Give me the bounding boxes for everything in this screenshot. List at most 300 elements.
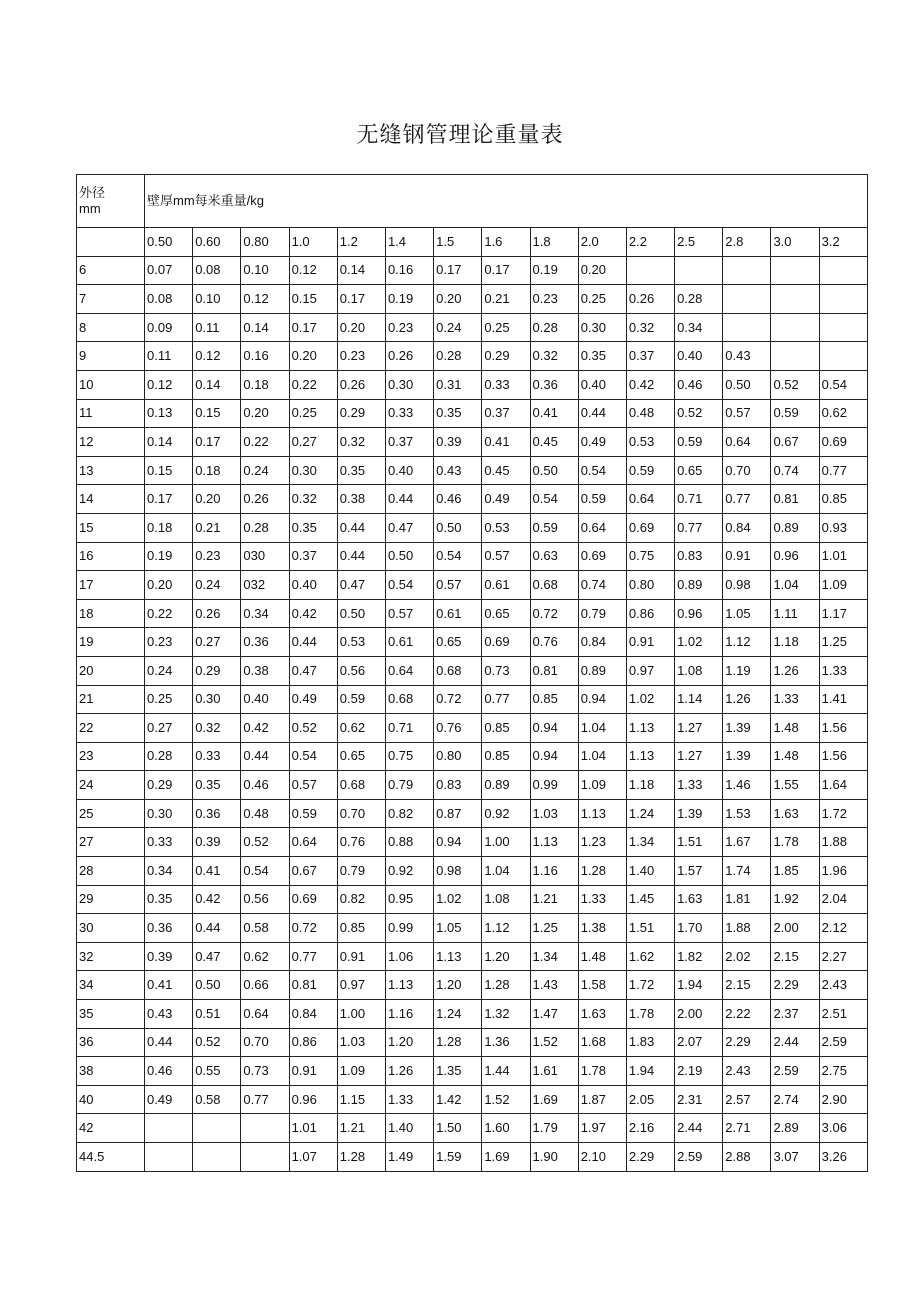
weight-cell: 0.73 — [241, 1057, 289, 1086]
weight-cell: 1.28 — [482, 971, 530, 1000]
outer-diameter-cell: 18 — [77, 599, 145, 628]
weight-cell: 0.89 — [482, 771, 530, 800]
weight-cell: 0.33 — [482, 370, 530, 399]
weight-cell: 0.62 — [241, 942, 289, 971]
weight-cell: 0.88 — [385, 828, 433, 857]
weight-cell: 0.30 — [193, 685, 241, 714]
table-row — [77, 542, 868, 571]
weight-cell: 1.79 — [530, 1114, 578, 1143]
weight-cell: 0.21 — [193, 513, 241, 542]
weight-cell: 1.13 — [626, 714, 674, 743]
weight-cell: 0.20 — [337, 313, 385, 342]
weight-cell: 0.28 — [145, 742, 193, 771]
weight-cell: 0.17 — [145, 485, 193, 514]
weight-cell: 2.05 — [626, 1085, 674, 1114]
outer-diameter-cell: 20 — [77, 656, 145, 685]
weight-cell: 0.30 — [145, 799, 193, 828]
thickness-value-cell: 2.8 — [723, 228, 771, 257]
weight-cell: 0.45 — [482, 456, 530, 485]
weight-cell: 0.59 — [530, 513, 578, 542]
table-row — [77, 857, 868, 886]
weight-cell: 0.10 — [241, 256, 289, 285]
outer-diameter-cell: 12 — [77, 428, 145, 457]
weight-cell: 1.12 — [723, 628, 771, 657]
weight-cell: 1.12 — [482, 914, 530, 943]
weight-cell: 1.39 — [675, 799, 723, 828]
weight-cell: 0.63 — [530, 542, 578, 571]
weight-cell: 0.46 — [241, 771, 289, 800]
thickness-value-cell: 1.2 — [337, 228, 385, 257]
weight-cell: 1.06 — [385, 942, 433, 971]
weight-cell: 0.94 — [578, 685, 626, 714]
weight-cell: 0.23 — [193, 542, 241, 571]
weight-cell: 0.79 — [578, 599, 626, 628]
weight-cell: 1.58 — [578, 971, 626, 1000]
weight-cell: 0.40 — [241, 685, 289, 714]
weight-cell: 0.91 — [626, 628, 674, 657]
weight-cell: 0.25 — [482, 313, 530, 342]
outer-diameter-cell: 21 — [77, 685, 145, 714]
weight-cell: 0.67 — [289, 857, 337, 886]
weight-cell: 0.64 — [241, 1000, 289, 1029]
weight-cell: 0.24 — [434, 313, 482, 342]
weight-cell: 0.79 — [337, 857, 385, 886]
weight-cell: 0.73 — [482, 656, 530, 685]
weight-cell: 0.94 — [530, 742, 578, 771]
outer-diameter-cell: 23 — [77, 742, 145, 771]
table-row — [77, 513, 868, 542]
outer-diameter-cell: 24 — [77, 771, 145, 800]
weight-cell: 0.99 — [385, 914, 433, 943]
weight-cell: 0.33 — [193, 742, 241, 771]
outer-diameter-cell: 42 — [77, 1114, 145, 1143]
weight-cell: 0.94 — [434, 828, 482, 857]
weight-cell: 1.02 — [675, 628, 723, 657]
table-row — [77, 971, 868, 1000]
weight-cell: 1.13 — [578, 799, 626, 828]
weight-cell: 1.87 — [578, 1085, 626, 1114]
weight-cell — [145, 1143, 193, 1172]
weight-cell: 0.19 — [530, 256, 578, 285]
weight-cell: 2.88 — [723, 1143, 771, 1172]
weight-cell: 0.74 — [771, 456, 819, 485]
weight-cell: 0.37 — [289, 542, 337, 571]
weight-cell: 1.55 — [771, 771, 819, 800]
weight-cell: 2.44 — [771, 1028, 819, 1057]
weight-cell: 0.91 — [723, 542, 771, 571]
weight-cell: 1.33 — [771, 685, 819, 714]
weight-cell: 0.47 — [193, 942, 241, 971]
weight-cell: 1.03 — [530, 799, 578, 828]
weight-cell: 2.59 — [675, 1143, 723, 1172]
weight-cell: 0.85 — [337, 914, 385, 943]
weight-cell: 1.28 — [337, 1143, 385, 1172]
weight-cell: 0.65 — [482, 599, 530, 628]
weight-cell: 0.77 — [675, 513, 723, 542]
weight-cell: 0.59 — [771, 399, 819, 428]
weight-cell: 0.81 — [530, 656, 578, 685]
weight-cell: 0.25 — [289, 399, 337, 428]
weight-cell: 1.92 — [771, 885, 819, 914]
weight-cell: 2.04 — [819, 885, 867, 914]
outer-diameter-cell: 34 — [77, 971, 145, 1000]
weight-cell: 0.31 — [434, 370, 482, 399]
weight-cell: 1.52 — [482, 1085, 530, 1114]
weight-cell: 0.41 — [193, 857, 241, 886]
weight-cell: 0.09 — [145, 313, 193, 342]
weight-cell: 1.26 — [723, 685, 771, 714]
weight-cell: 0.87 — [434, 799, 482, 828]
weight-cell: 0.76 — [337, 828, 385, 857]
outer-diameter-cell: 38 — [77, 1057, 145, 1086]
weight-cell: 2.59 — [819, 1028, 867, 1057]
weight-cell: 0.58 — [241, 914, 289, 943]
weight-cell: 0.41 — [482, 428, 530, 457]
weight-cell: 2.90 — [819, 1085, 867, 1114]
weight-cell: 0.17 — [289, 313, 337, 342]
table-row — [77, 342, 868, 371]
weight-cell: 0.52 — [289, 714, 337, 743]
weight-cell: 0.67 — [771, 428, 819, 457]
weight-cell: 0.28 — [675, 285, 723, 314]
weight-cell: 0.32 — [193, 714, 241, 743]
weight-cell: 0.47 — [289, 656, 337, 685]
weight-cell — [771, 256, 819, 285]
weight-cell: 1.28 — [434, 1028, 482, 1057]
weight-cell: 1.78 — [771, 828, 819, 857]
thickness-value-cell: 2.2 — [626, 228, 674, 257]
weight-cell: 0.19 — [145, 542, 193, 571]
outer-diameter-cell: 19 — [77, 628, 145, 657]
weight-cell: 0.23 — [385, 313, 433, 342]
weight-cell: 1.78 — [578, 1057, 626, 1086]
table-row — [77, 828, 868, 857]
table-row — [77, 628, 868, 657]
weight-cell: 1.18 — [771, 628, 819, 657]
weight-cell: 1.00 — [337, 1000, 385, 1029]
weight-cell: 2.10 — [578, 1143, 626, 1172]
outer-diameter-cell: 7 — [77, 285, 145, 314]
weight-cell: 1.09 — [337, 1057, 385, 1086]
weight-cell: 0.47 — [337, 571, 385, 600]
weight-cell: 1.56 — [819, 714, 867, 743]
table-row — [77, 942, 868, 971]
table-row — [77, 399, 868, 428]
weight-cell: 0.23 — [337, 342, 385, 371]
weight-cell: 0.52 — [241, 828, 289, 857]
weight-cell: 0.35 — [337, 456, 385, 485]
weight-cell: 0.51 — [193, 1000, 241, 1029]
weight-cell: 1.81 — [723, 885, 771, 914]
weight-cell: 2.31 — [675, 1085, 723, 1114]
weight-cell: 0.53 — [626, 428, 674, 457]
weight-cell: 0.18 — [193, 456, 241, 485]
weight-cell: 0.86 — [626, 599, 674, 628]
weight-cell: 030 — [241, 542, 289, 571]
weight-cell: 1.88 — [819, 828, 867, 857]
weight-cell: 0.25 — [578, 285, 626, 314]
weight-cell: 0.42 — [289, 599, 337, 628]
weight-cell: 0.96 — [289, 1085, 337, 1114]
weight-cell: 0.46 — [145, 1057, 193, 1086]
weight-cell: 0.64 — [723, 428, 771, 457]
weight-cell: 0.61 — [482, 571, 530, 600]
weight-cell: 0.36 — [530, 370, 578, 399]
weight-cell: 0.08 — [193, 256, 241, 285]
weight-cell: 2.43 — [819, 971, 867, 1000]
weight-cell: 0.12 — [241, 285, 289, 314]
weight-cell: 0.49 — [289, 685, 337, 714]
weight-cell: 0.28 — [530, 313, 578, 342]
weight-cell: 0.07 — [145, 256, 193, 285]
table-row — [77, 742, 868, 771]
weight-cell: 0.50 — [193, 971, 241, 1000]
weight-cell: 0.64 — [626, 485, 674, 514]
weight-cell: 0.34 — [241, 599, 289, 628]
weight-cell: 1.83 — [626, 1028, 674, 1057]
thickness-value-cell: 2.0 — [578, 228, 626, 257]
weight-cell: 0.41 — [145, 971, 193, 1000]
weight-cell: 1.49 — [385, 1143, 433, 1172]
weight-cell: 1.74 — [723, 857, 771, 886]
outer-diameter-cell: 14 — [77, 485, 145, 514]
weight-cell: 0.18 — [241, 370, 289, 399]
outer-diameter-cell: 28 — [77, 857, 145, 886]
table-row — [77, 1143, 868, 1172]
weight-cell: 2.07 — [675, 1028, 723, 1057]
weight-cell: 0.56 — [241, 885, 289, 914]
thickness-value-cell: 1.6 — [482, 228, 530, 257]
weight-cell: 0.44 — [145, 1028, 193, 1057]
weight-cell: 1.68 — [578, 1028, 626, 1057]
weight-cell: 0.29 — [145, 771, 193, 800]
weight-cell: 0.80 — [434, 742, 482, 771]
weight-cell: 0.92 — [385, 857, 433, 886]
weight-cell: 1.05 — [434, 914, 482, 943]
weight-cell: 0.44 — [337, 542, 385, 571]
weight-cell: 1.18 — [626, 771, 674, 800]
weight-cell: 0.84 — [289, 1000, 337, 1029]
weight-cell: 1.38 — [578, 914, 626, 943]
weight-cell: 0.12 — [145, 370, 193, 399]
weight-cell: 0.72 — [530, 599, 578, 628]
outer-diameter-cell: 30 — [77, 914, 145, 943]
weight-cell: 1.51 — [675, 828, 723, 857]
weight-cell: 1.72 — [819, 799, 867, 828]
weight-cell: 0.30 — [578, 313, 626, 342]
weight-cell: 0.23 — [145, 628, 193, 657]
weight-cell: 0.81 — [289, 971, 337, 1000]
weight-cell: 0.45 — [530, 428, 578, 457]
weight-cell: 1.47 — [530, 1000, 578, 1029]
weight-cell — [819, 256, 867, 285]
weight-cell: 1.26 — [771, 656, 819, 685]
weight-cell: 0.53 — [482, 513, 530, 542]
weight-cell: 2.00 — [675, 1000, 723, 1029]
weight-cell: 0.20 — [145, 571, 193, 600]
weight-cell: 0.19 — [385, 285, 433, 314]
weight-cell: 0.81 — [771, 485, 819, 514]
weight-cell: 0.42 — [193, 885, 241, 914]
weight-cell: 1.01 — [819, 542, 867, 571]
weight-cell: 0.57 — [482, 542, 530, 571]
outer-diameter-cell: 36 — [77, 1028, 145, 1057]
weight-cell: 1.48 — [771, 742, 819, 771]
weight-cell: 0.40 — [578, 370, 626, 399]
weight-cell: 2.27 — [819, 942, 867, 971]
thickness-value-cell: 2.5 — [675, 228, 723, 257]
weight-cell: 1.78 — [626, 1000, 674, 1029]
weight-cell: 0.44 — [337, 513, 385, 542]
weight-cell: 0.30 — [385, 370, 433, 399]
weight-cell: 0.35 — [434, 399, 482, 428]
table-header-row — [77, 175, 868, 228]
weight-cell: 0.65 — [337, 742, 385, 771]
weight-cell: 2.51 — [819, 1000, 867, 1029]
weight-cell: 0.20 — [241, 399, 289, 428]
weight-cell: 1.67 — [723, 828, 771, 857]
weight-cell: 0.16 — [385, 256, 433, 285]
weight-cell — [145, 1114, 193, 1143]
weight-cell: 0.44 — [578, 399, 626, 428]
weight-cell: 1.33 — [819, 656, 867, 685]
weight-cell: 0.54 — [819, 370, 867, 399]
weight-cell: 1.97 — [578, 1114, 626, 1143]
weight-cell: 3.26 — [819, 1143, 867, 1172]
weight-cell: 1.44 — [482, 1057, 530, 1086]
weight-cell: 1.35 — [434, 1057, 482, 1086]
weight-cell: 0.68 — [337, 771, 385, 800]
weight-cell: 2.16 — [626, 1114, 674, 1143]
weight-cell: 1.04 — [771, 571, 819, 600]
weight-cell — [241, 1143, 289, 1172]
weight-cell: 0.53 — [337, 628, 385, 657]
table-row — [77, 771, 868, 800]
weight-cell — [675, 256, 723, 285]
weight-cell: 0.85 — [819, 485, 867, 514]
weight-cell: 1.13 — [385, 971, 433, 1000]
weight-cell: 0.17 — [337, 285, 385, 314]
outer-diameter-cell: 44.5 — [77, 1143, 145, 1172]
weight-cell: 0.66 — [241, 971, 289, 1000]
weight-cell: 1.03 — [337, 1028, 385, 1057]
outer-diameter-cell: 35 — [77, 1000, 145, 1029]
weight-cell: 2.89 — [771, 1114, 819, 1143]
weight-cell: 0.69 — [289, 885, 337, 914]
weight-cell: 0.25 — [145, 685, 193, 714]
weight-cell — [771, 313, 819, 342]
weight-cell: 0.59 — [337, 685, 385, 714]
weight-cell: 1.60 — [482, 1114, 530, 1143]
weight-cell: 0.32 — [530, 342, 578, 371]
weight-cell: 0.52 — [771, 370, 819, 399]
weight-cell: 0.18 — [145, 513, 193, 542]
weight-cell: 0.17 — [482, 256, 530, 285]
weight-cell: 0.79 — [385, 771, 433, 800]
weight-cell: 2.12 — [819, 914, 867, 943]
weight-cell: 0.89 — [771, 513, 819, 542]
weight-cell: 2.00 — [771, 914, 819, 943]
weight-cell: 0.65 — [434, 628, 482, 657]
weight-cell: 1.09 — [578, 771, 626, 800]
table-row — [77, 1000, 868, 1029]
table-row — [77, 656, 868, 685]
page-title: 无缝钢管理论重量表 — [356, 123, 564, 148]
weight-cell: 0.08 — [145, 285, 193, 314]
weight-cell: 0.35 — [578, 342, 626, 371]
weight-cell: 0.62 — [337, 714, 385, 743]
weight-cell: 1.20 — [385, 1028, 433, 1057]
weight-cell: 0.36 — [193, 799, 241, 828]
weight-cell: 0.37 — [626, 342, 674, 371]
weight-cell: 0.35 — [193, 771, 241, 800]
weight-cell: 2.75 — [819, 1057, 867, 1086]
weight-cell: 0.16 — [241, 342, 289, 371]
table-row — [77, 914, 868, 943]
weight-cell: 0.97 — [337, 971, 385, 1000]
weight-cell: 0.49 — [482, 485, 530, 514]
weight-cell: 0.38 — [241, 656, 289, 685]
outer-diameter-cell: 16 — [77, 542, 145, 571]
weight-cell: 0.22 — [241, 428, 289, 457]
weight-cell: 1.02 — [434, 885, 482, 914]
weight-cell: 0.54 — [578, 456, 626, 485]
weight-cell — [723, 256, 771, 285]
weight-cell: 1.85 — [771, 857, 819, 886]
weight-cell: 0.17 — [434, 256, 482, 285]
weight-cell: 0.68 — [385, 685, 433, 714]
thickness-value-cell: 0.60 — [193, 228, 241, 257]
weight-cell: 1.19 — [723, 656, 771, 685]
table-row — [77, 685, 868, 714]
weight-cell: 0.44 — [289, 628, 337, 657]
weight-cell: 0.96 — [771, 542, 819, 571]
weight-cell: 2.15 — [723, 971, 771, 1000]
weight-cell — [819, 342, 867, 371]
weight-cell: 1.41 — [819, 685, 867, 714]
weight-cell: 0.36 — [241, 628, 289, 657]
weight-cell: 1.21 — [530, 885, 578, 914]
weight-cell: 0.69 — [482, 628, 530, 657]
weight-cell: 0.91 — [337, 942, 385, 971]
thickness-value-cell: 0.80 — [241, 228, 289, 257]
weight-cell: 0.69 — [819, 428, 867, 457]
weight-cell: 0.20 — [434, 285, 482, 314]
weight-cell: 0.72 — [434, 685, 482, 714]
weight-cell: 1.69 — [530, 1085, 578, 1114]
weight-cell: 0.94 — [530, 714, 578, 743]
weight-cell: 0.47 — [385, 513, 433, 542]
weight-cell: 0.20 — [578, 256, 626, 285]
weight-cell: 0.56 — [337, 656, 385, 685]
weight-cell: 0.52 — [675, 399, 723, 428]
weight-cell: 1.88 — [723, 914, 771, 943]
weight-cell: 0.41 — [530, 399, 578, 428]
weight-cell: 0.55 — [193, 1057, 241, 1086]
weight-cell: 1.63 — [578, 1000, 626, 1029]
weight-cell: 0.34 — [145, 857, 193, 886]
outer-diameter-unit: mm — [79, 201, 101, 216]
weight-cell: 2.15 — [771, 942, 819, 971]
outer-diameter-cell: 6 — [77, 256, 145, 285]
weight-cell: 0.68 — [434, 656, 482, 685]
weight-cell: 3.07 — [771, 1143, 819, 1172]
weight-cell: 1.25 — [530, 914, 578, 943]
weight-cell: 1.20 — [434, 971, 482, 1000]
weight-cell: 0.57 — [385, 599, 433, 628]
weight-cell: 0.76 — [530, 628, 578, 657]
weight-cell: 0.26 — [385, 342, 433, 371]
